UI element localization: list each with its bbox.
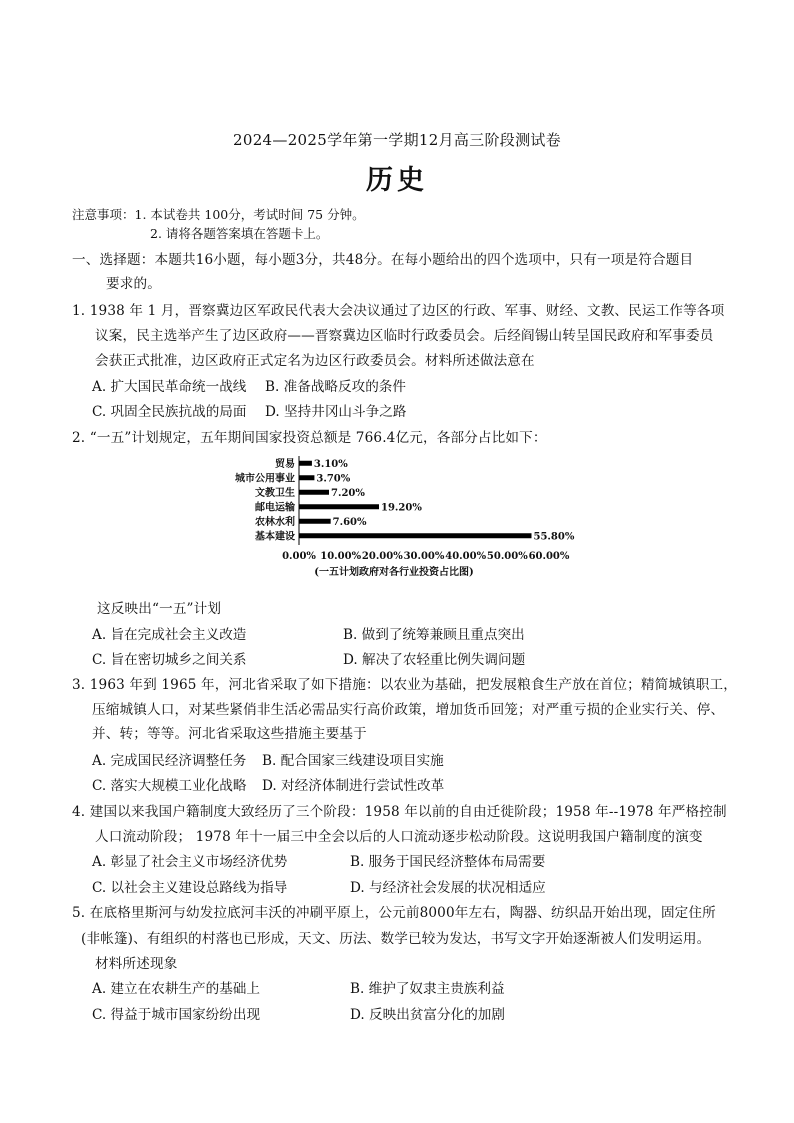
data-label: 7.60% [332, 516, 367, 528]
q1-line-3: 会获正式批准，边区政府正式定名为边区行政委员会。材料所述做法意在 [95, 353, 535, 369]
category-label: 邮电运输 [255, 502, 295, 514]
category-label: 文教卫生 [255, 487, 295, 499]
bar [299, 533, 532, 538]
data-label: 3.70% [316, 473, 351, 485]
q4-option-d[interactable]: D. 与经济社会发展的状况相适应 [350, 880, 546, 896]
q2-after: 这反映出“一五”计划 [97, 601, 222, 617]
q5-line-3: 材料所述现象 [95, 956, 178, 972]
category-label: 农林水利 [255, 516, 295, 528]
q4-option-b[interactable]: B. 服务于国民经济整体布局需要 [350, 854, 546, 870]
x-tick-label: 60.00% [528, 551, 570, 562]
q4-line-1: 4. 建国以来我国户籍制度大致经历了三个阶段：1958 年以前的自由迁徙阶段；1958 年--1978 年严格控制 [72, 804, 727, 820]
q1-option-c[interactable]: C. 巩固全民族抗战的局面 [92, 404, 247, 420]
x-tick-label: 50.00% [486, 551, 528, 562]
bar [299, 475, 314, 480]
category-label: 基本建设 [255, 531, 295, 543]
exam-title: 2024—2025学年第一学期12月高三阶段测试卷 [233, 131, 561, 149]
chart-caption: (一五计划政府对各行业投资占比图) [314, 567, 474, 578]
q1-line-1: 1. 1938 年 1 月，晋察冀边区军政民代表大会决议通过了边区的行政、军事、财经、文教、民运工作等各项 [72, 303, 725, 319]
q1-option-b[interactable]: B. 准备战略反攻的条件 [265, 379, 406, 395]
q5-line-1: 5. 在底格里斯河与幼发拉底河丰沃的冲刷平原上，公元前8000年左右，陶器、纺织品开始出现，固定住所 [72, 905, 716, 921]
q5-option-a[interactable]: A. 建立在农耕生产的基础上 [92, 981, 260, 997]
q1-option-d[interactable]: D. 坚持井冈山斗争之路 [265, 404, 407, 420]
q2-option-b[interactable]: B. 做到了统筹兼顾且重点突出 [343, 627, 525, 643]
bar [299, 504, 379, 509]
q3-line-1: 3. 1963 年到 1965 年，河北省采取了如下措施：以农业为基础，把发展粮食生产放在首位；精简城镇职工， [72, 677, 738, 693]
q3-line-3: 并、转；等等。河北省采取这些措施主要基于 [92, 726, 367, 742]
q2-option-a[interactable]: A. 旨在完成社会主义改造 [92, 627, 247, 643]
section-heading-cont: 要求的。 [106, 276, 161, 292]
q5-line-2: (非帐篷)、有组织的村落也已形成，天文、历法、数学已较为发达，书写文字开始逐渐被人们发明运用。 [81, 931, 711, 947]
q5-option-c[interactable]: C. 得益于城市国家纷纷出现 [92, 1007, 261, 1023]
q1-line-2: 议案，民主选举产生了边区政府——晋察冀边区临时行政委员会。后经阎锡山转呈国民政府和军事委员 [95, 328, 714, 344]
q5-option-b[interactable]: B. 维护了奴隶主贵族利益 [350, 981, 505, 997]
q2-option-c[interactable]: C. 旨在密切城乡之间关系 [92, 652, 247, 668]
q4-line-2: 人口流动阶段； 1978 年十一届三中全会以后的人口流动逐步松动阶段。这说明我国户籍制度的演变 [95, 829, 703, 845]
q4-option-a[interactable]: A. 彰显了社会主义市场经济优势 [92, 854, 288, 870]
q1-option-a[interactable]: A. 扩大国民革命统一战线 [92, 379, 247, 395]
bar [299, 490, 329, 495]
data-label: 55.80% [533, 531, 575, 543]
chart-canvas [215, 452, 585, 580]
q3-line-2: 压缩城镇人口，对某些紧俏非生活必需品实行高价政策，增加货币回笼；对严重亏损的企业实行关、停、 [92, 702, 725, 718]
q4-option-c[interactable]: C. 以社会主义建设总路线为指导 [92, 880, 288, 896]
x-tick-label: 0.00% [282, 551, 316, 562]
notice-line-1: 注意事项：1. 本试卷共 100分，考试时间 75 分钟。 [72, 207, 365, 222]
q5-option-d[interactable]: D. 反映出贫富分化的加剧 [350, 1007, 505, 1023]
category-label: 城市公用事业 [235, 473, 295, 485]
notice-line-2: 2. 请将各题答案填在答题卡上。 [150, 226, 329, 241]
q2-option-d[interactable]: D. 解决了农轻重比例失调问题 [343, 652, 526, 668]
q3-option-d[interactable]: D. 对经济体制进行尝试性改革 [262, 778, 445, 794]
investment-bar-chart [215, 452, 585, 580]
q2-line-1: 2. “一五”计划规定，五年期间国家投资总额是 766.4亿元，各部分占比如下： [72, 430, 547, 446]
data-label: 3.10% [313, 458, 348, 470]
bar [299, 519, 331, 524]
data-label: 19.20% [381, 502, 422, 514]
q3-option-c[interactable]: C. 落实大规模工业化战略 [92, 778, 247, 794]
x-tick-label: 20.00% [361, 551, 403, 562]
bar [299, 461, 312, 466]
x-tick-label: 30.00% [403, 551, 445, 562]
category-label: 贸易 [275, 458, 295, 470]
x-tick-label: 40.00% [445, 551, 487, 562]
subject-title: 历史 [366, 165, 428, 196]
data-label: 7.20% [331, 487, 365, 499]
section-heading: 一、选择题：本题共16小题，每小题3分，共48分。在每小题给出的四个选项中，只有一项是符合题目 [72, 252, 694, 268]
x-tick-label: 10.00% [320, 551, 362, 562]
q3-option-a[interactable]: A. 完成国民经济调整任务 [92, 753, 247, 769]
q3-option-b[interactable]: B. 配合国家三线建设项目实施 [262, 753, 444, 769]
